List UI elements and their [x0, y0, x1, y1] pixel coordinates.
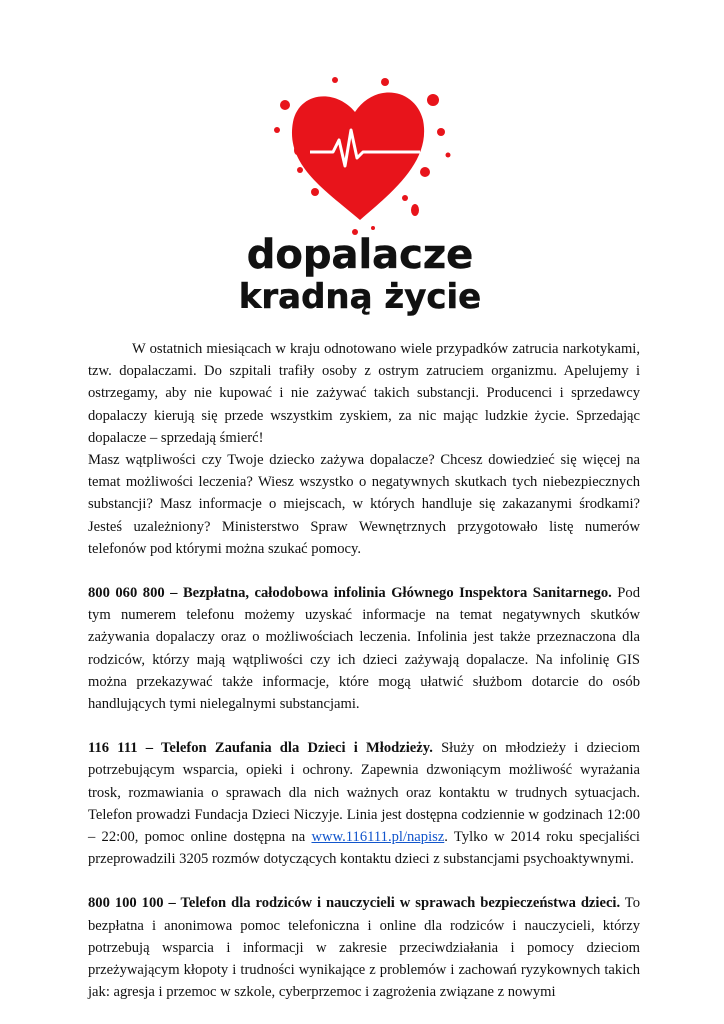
section-gis: [88, 582, 640, 715]
heart-icon: [274, 77, 451, 235]
logo-line-2: kradną życie: [238, 277, 482, 317]
intro-paragraph-1: W ostatnich miesiącach w kraju odnotowano wiele przypadków zatrucia narkotykami, tzw. dopalaczami. Do szpitali trafiły osoby z ostrym zatruciem organizmu. Apelujemy i ostrzegamy, aby nie kupować i nie zażywać takich substancji. Producenci i sprzedawcy dopalaczy kierują się przede wszystkim zyskiem, za nic mając ludzkie życie. Sprzedając dopalacze – sprzedają śmierć!: [88, 341, 640, 446]
section-parents-body: To bezpłatna i anonimowa pomoc telefoniczna i online dla rodziców i nauczycieli, którzy potrzebują wsparcia i informacji w zakresie przeciwdziałania i pomocy dzieciom przeżywającym kłopoty i trudności wynikające z problemów i zachowań ryzykownych takich jak: agresja i przemoc w szkole, cyberprzemoc i zagrożenia związane z nowymi: [88, 895, 640, 1001]
section-116111-body-end: . Tylko w 2014 roku specjaliści przeprowadzili 3205 rozmów dotyczących kontaktu dzieci z substancjami psychoaktywnymi.: [88, 829, 640, 868]
section-gis-heading: 800 060 800 – Bezpłatna, całodobowa infolinia Głównego Inspektora Sanitarnego.: [88, 585, 612, 602]
section-116111: [88, 737, 640, 870]
section-116111-heading: 116 111 – Telefon Zaufania dla Dzieci i Młodzieży.: [88, 740, 433, 757]
section-parents-heading: 800 100 100 – Telefon dla rodziców i nauczycieli w sprawach bezpieczeństwa dzieci.: [88, 895, 621, 912]
intro-paragraph-2: Masz wątpliwości czy Twoje dziecko zażywa dopalacze? Chcesz dowiedzieć się więcej na temat możliwości leczenia? Wiesz wszystko o negatywnych skutkach tych niebezpiecznych substancji? Masz informacje o miejscach, w których handluje się zakazanymi środkami? Jesteś uzależniony? Ministerstwo Spraw Wewnętrznych przygotowało listę numerów telefonów pod którymi można szukać pomocy.: [88, 452, 640, 557]
dopalacze-logo: [238, 60, 482, 320]
logo-line-1: dopalacze: [246, 232, 474, 278]
section-gis-body: Pod tym numerem telefonu możemy uzyskać informacje na temat negatywnych skutków zażywania dopalaczy oraz o możliwościach leczenia. Infolinia jest także przeznaczona dla rodziców, którzy mają wątpliwości czy ich dzieci zażywają dopalacze. Na infolinię GIS można przekazywać także informacje, które mogą ułatwić służbom dotarcie do osób handlujących tymi nielegalnymi substancjami.: [88, 585, 641, 713]
link-116111-napisz[interactable]: www.116111.pl/napisz: [311, 829, 445, 846]
section-116111-body: Służy on młodzieży i dzieciom potrzebującym wsparcia, opieki i ochrony. Zapewnia dzwoniącym możliwość wyrażania trosk, rozmawiania o sprawach dla nich ważnych oraz kontaktu w trudnych sytuacjach. Telefon prowadzi Fundacja Dzieci Niczyje. Linia jest dostępna codziennie w godzinach 12:00 – 22:00, pomoc online dostępna na: [88, 740, 641, 846]
section-parents-teachers: [88, 892, 640, 1003]
document-body: [88, 338, 640, 1003]
